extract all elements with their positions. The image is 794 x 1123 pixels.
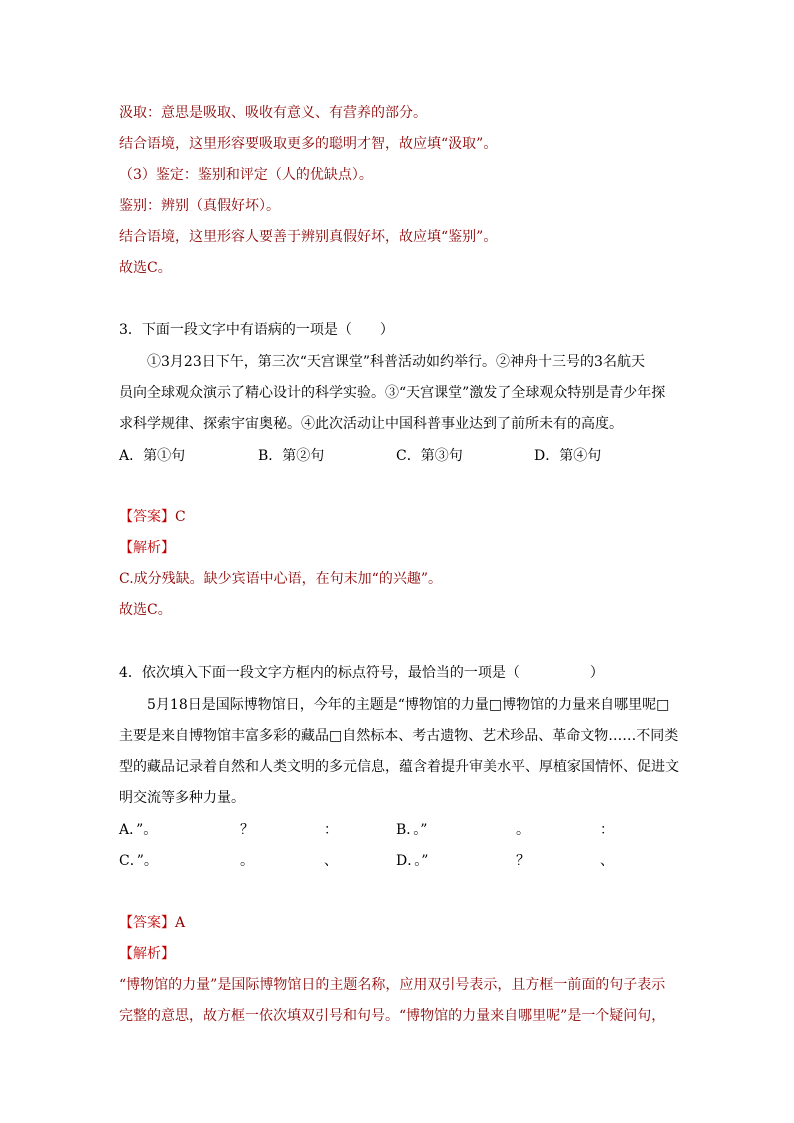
question-3-option-d: D．第④句 — [534, 448, 602, 464]
question-4-stem: 4．依次填入下面一段文字方框内的标点符号，最恰当的一项是（ ） — [119, 665, 604, 681]
question-4-option-a-mark3: ： — [324, 822, 338, 838]
question-4-option-d-mark3: 、 — [600, 853, 614, 869]
question-3-stem: 3．下面一段文字中有语病的一项是（ ） — [119, 322, 394, 338]
answer-label: 【答案】 — [119, 915, 175, 931]
question-3-passage-line: ①3月23日下午，第三次“天宫课堂”科普活动如约举行。②神舟十三号的3名航天 — [147, 354, 645, 370]
question-3-option-b: B．第②句 — [258, 448, 325, 464]
question-4-option-b-mark1: B．。” — [396, 822, 428, 838]
question-4-answer — [119, 913, 185, 933]
answer-value: C — [175, 509, 186, 525]
question-4-option-a-mark2: ？ — [240, 822, 254, 838]
question-4-passage-line: 5月18日是国际博物馆日，今年的主题是“博物馆的力量□博物馆的力量来自哪里呢□ — [147, 697, 670, 713]
question-4-option-b-mark3: ： — [600, 822, 614, 838]
question-4-option-a-mark1: A．”。 — [119, 822, 158, 838]
question-4-option-c-mark1: C．”。 — [119, 853, 158, 869]
analysis-line: 结合语境，这里形容人要善于辨别真假好坏，故应填“鉴别”。 — [119, 229, 498, 245]
question-4-passage-line: 明交流等多种力量。 — [119, 790, 245, 806]
question-4-option-d-mark2: ？ — [516, 853, 530, 869]
analysis-line: 结合语境，这里形容要吸取更多的聪明才智，故应填“汲取”。 — [119, 136, 498, 152]
question-4-passage-line: 主要是来自博物馆丰富多彩的藏品□自然标本、考古遗物、艺术珍品、革命文物……不同类 — [119, 728, 679, 744]
question-4-option-c-mark2: 。 — [240, 853, 254, 869]
question-3-analysis-line: C.成分残缺。缺少宾语中心语，在句末加“的兴趣”。 — [119, 571, 442, 587]
analysis-line: 鉴别：辨别（真假好坏）。 — [119, 198, 280, 214]
question-3-option-c: C．第③句 — [396, 448, 463, 464]
question-3-passage-line: 员向全球观众演示了精心设计的科学实验。③“天宫课堂”激发了全球观众特别是青少年探 — [119, 385, 666, 401]
answer-value: A — [175, 915, 186, 931]
question-4-option-b-mark2: 。 — [516, 822, 530, 838]
question-3-analysis-label: 【解析】 — [119, 540, 175, 556]
question-4-option-d-mark1: D．。” — [396, 853, 429, 869]
question-3-analysis-line: 故选C。 — [119, 602, 172, 618]
answer-label: 【答案】 — [119, 509, 175, 525]
question-3-passage-line: 求科学规律、探索宇宙奥秘。④此次活动让中国科普事业达到了前所未有的高度。 — [119, 416, 623, 432]
question-4-option-c-mark3: 、 — [324, 853, 338, 869]
question-3-answer — [119, 507, 186, 527]
analysis-line: （3）鉴定：鉴别和评定（人的优缺点）。 — [119, 167, 373, 183]
question-4-analysis-line: 完整的意思，故方框一依次填双引号和句号。“博物馆的力量来自哪里呢”是一个疑问句， — [119, 1008, 666, 1024]
analysis-line: 故选C。 — [119, 260, 172, 276]
analysis-line: 汲取：意思是吸取、吸收有意义、有营养的部分。 — [119, 105, 427, 121]
question-3-option-a: A．第①句 — [119, 448, 186, 464]
question-4-passage-line: 型的藏品记录着自然和人类文明的多元信息，蕴含着提升审美水平、厚植家国情怀、促进文 — [119, 759, 679, 775]
question-4-analysis-label: 【解析】 — [119, 946, 175, 962]
question-4-analysis-line: “博物馆的力量”是国际博物馆日的主题名称，应用双引号表示，且方框一前面的句子表示 — [119, 977, 666, 993]
